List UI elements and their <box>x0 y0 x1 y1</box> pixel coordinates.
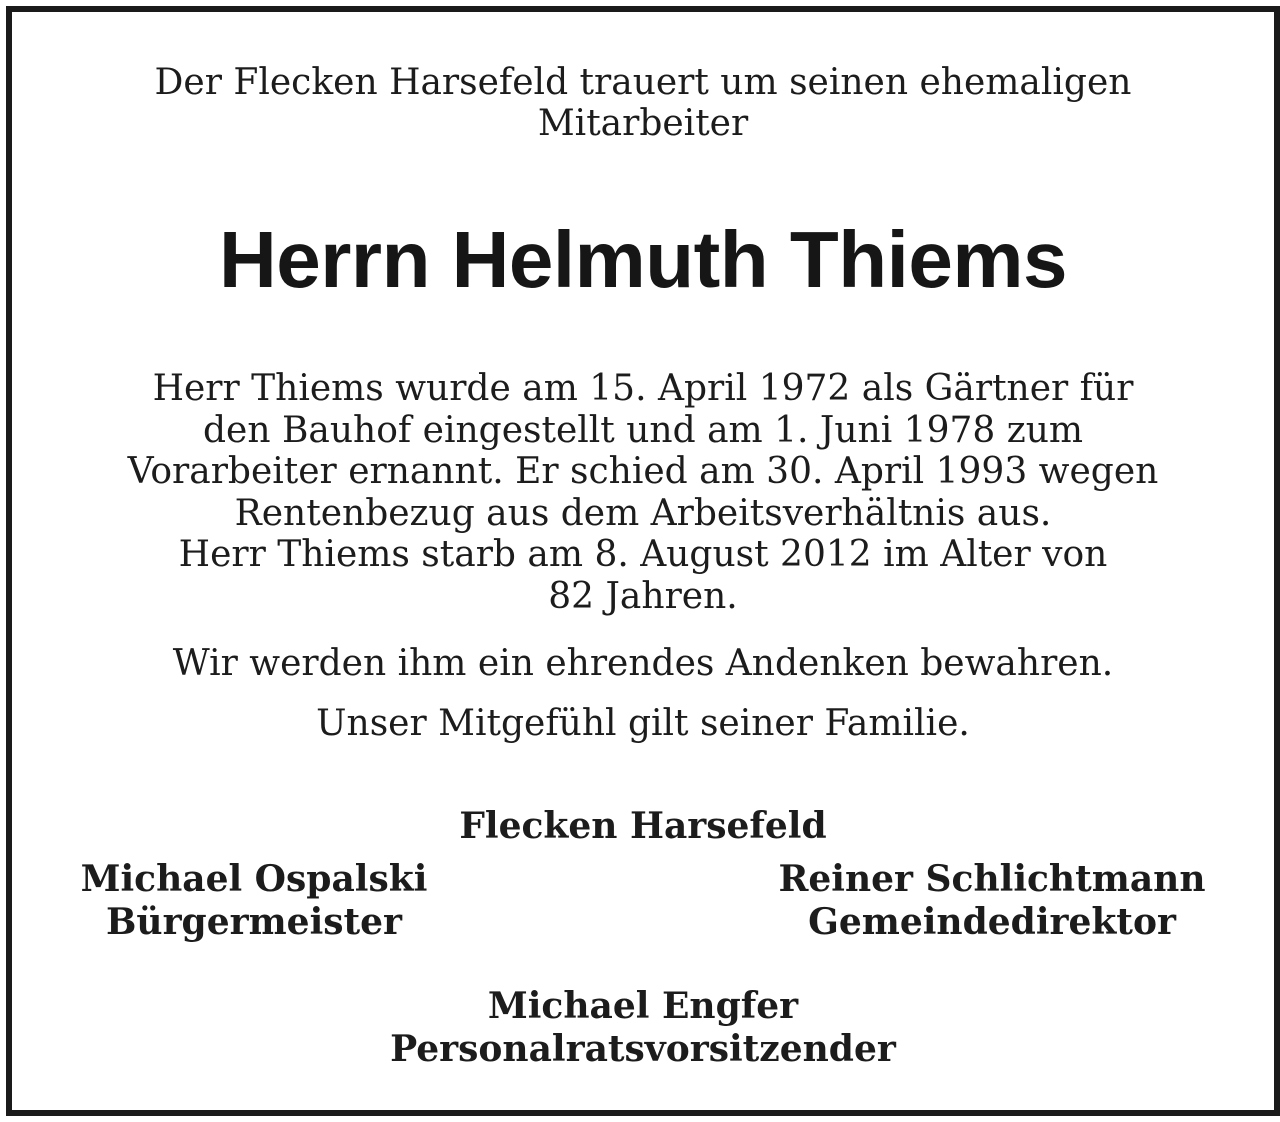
intro-line: Der Flecken Harsefeld trauert um seinen ehemaligen <box>154 62 1132 103</box>
signatory-title: Bürgermeister <box>105 901 403 943</box>
deceased-name: Herrn Helmuth Thiems <box>219 215 1067 304</box>
signatory-name: Michael Ospalski <box>80 858 428 900</box>
bio-line: 82 Jahren. <box>548 575 738 617</box>
signatory-name: Michael Engfer <box>487 985 799 1027</box>
bio-line: Herr Thiems wurde am 15. April 1972 als Gärtner für <box>152 368 1134 409</box>
signatory-title: Personalratsvorsitzender <box>390 1028 896 1070</box>
signatory-director <box>772 858 1212 944</box>
bio-line: Rentenbezug aus dem Arbeitsverhältnis aus. <box>234 492 1052 534</box>
obituary-notice <box>6 6 1280 1116</box>
organization-name: Flecken Harsefeld <box>459 805 827 847</box>
closing-sympathy: Unser Mitgefühl gilt seiner Familie. <box>316 703 970 744</box>
bio-line: Herr Thiems starb am 8. August 2012 im Alter von <box>178 534 1108 575</box>
signatory-name: Reiner Schlichtmann <box>778 858 1206 900</box>
signatory-mayor <box>74 858 434 944</box>
bio-line: Vorarbeiter ernannt. Er schied am 30. April 1993 wegen <box>127 451 1159 492</box>
intro-text <box>12 62 1274 144</box>
signatory-title: Gemeindedirektor <box>808 901 1176 943</box>
biography-text <box>12 368 1274 617</box>
signatory-council <box>12 985 1274 1071</box>
bio-line: den Bauhof eingestellt und am 1. Juni 1978 zum <box>202 409 1084 451</box>
closing-remembrance: Wir werden ihm ein ehrendes Andenken bewahren. <box>172 643 1114 684</box>
intro-line: Mitarbeiter <box>537 103 749 144</box>
